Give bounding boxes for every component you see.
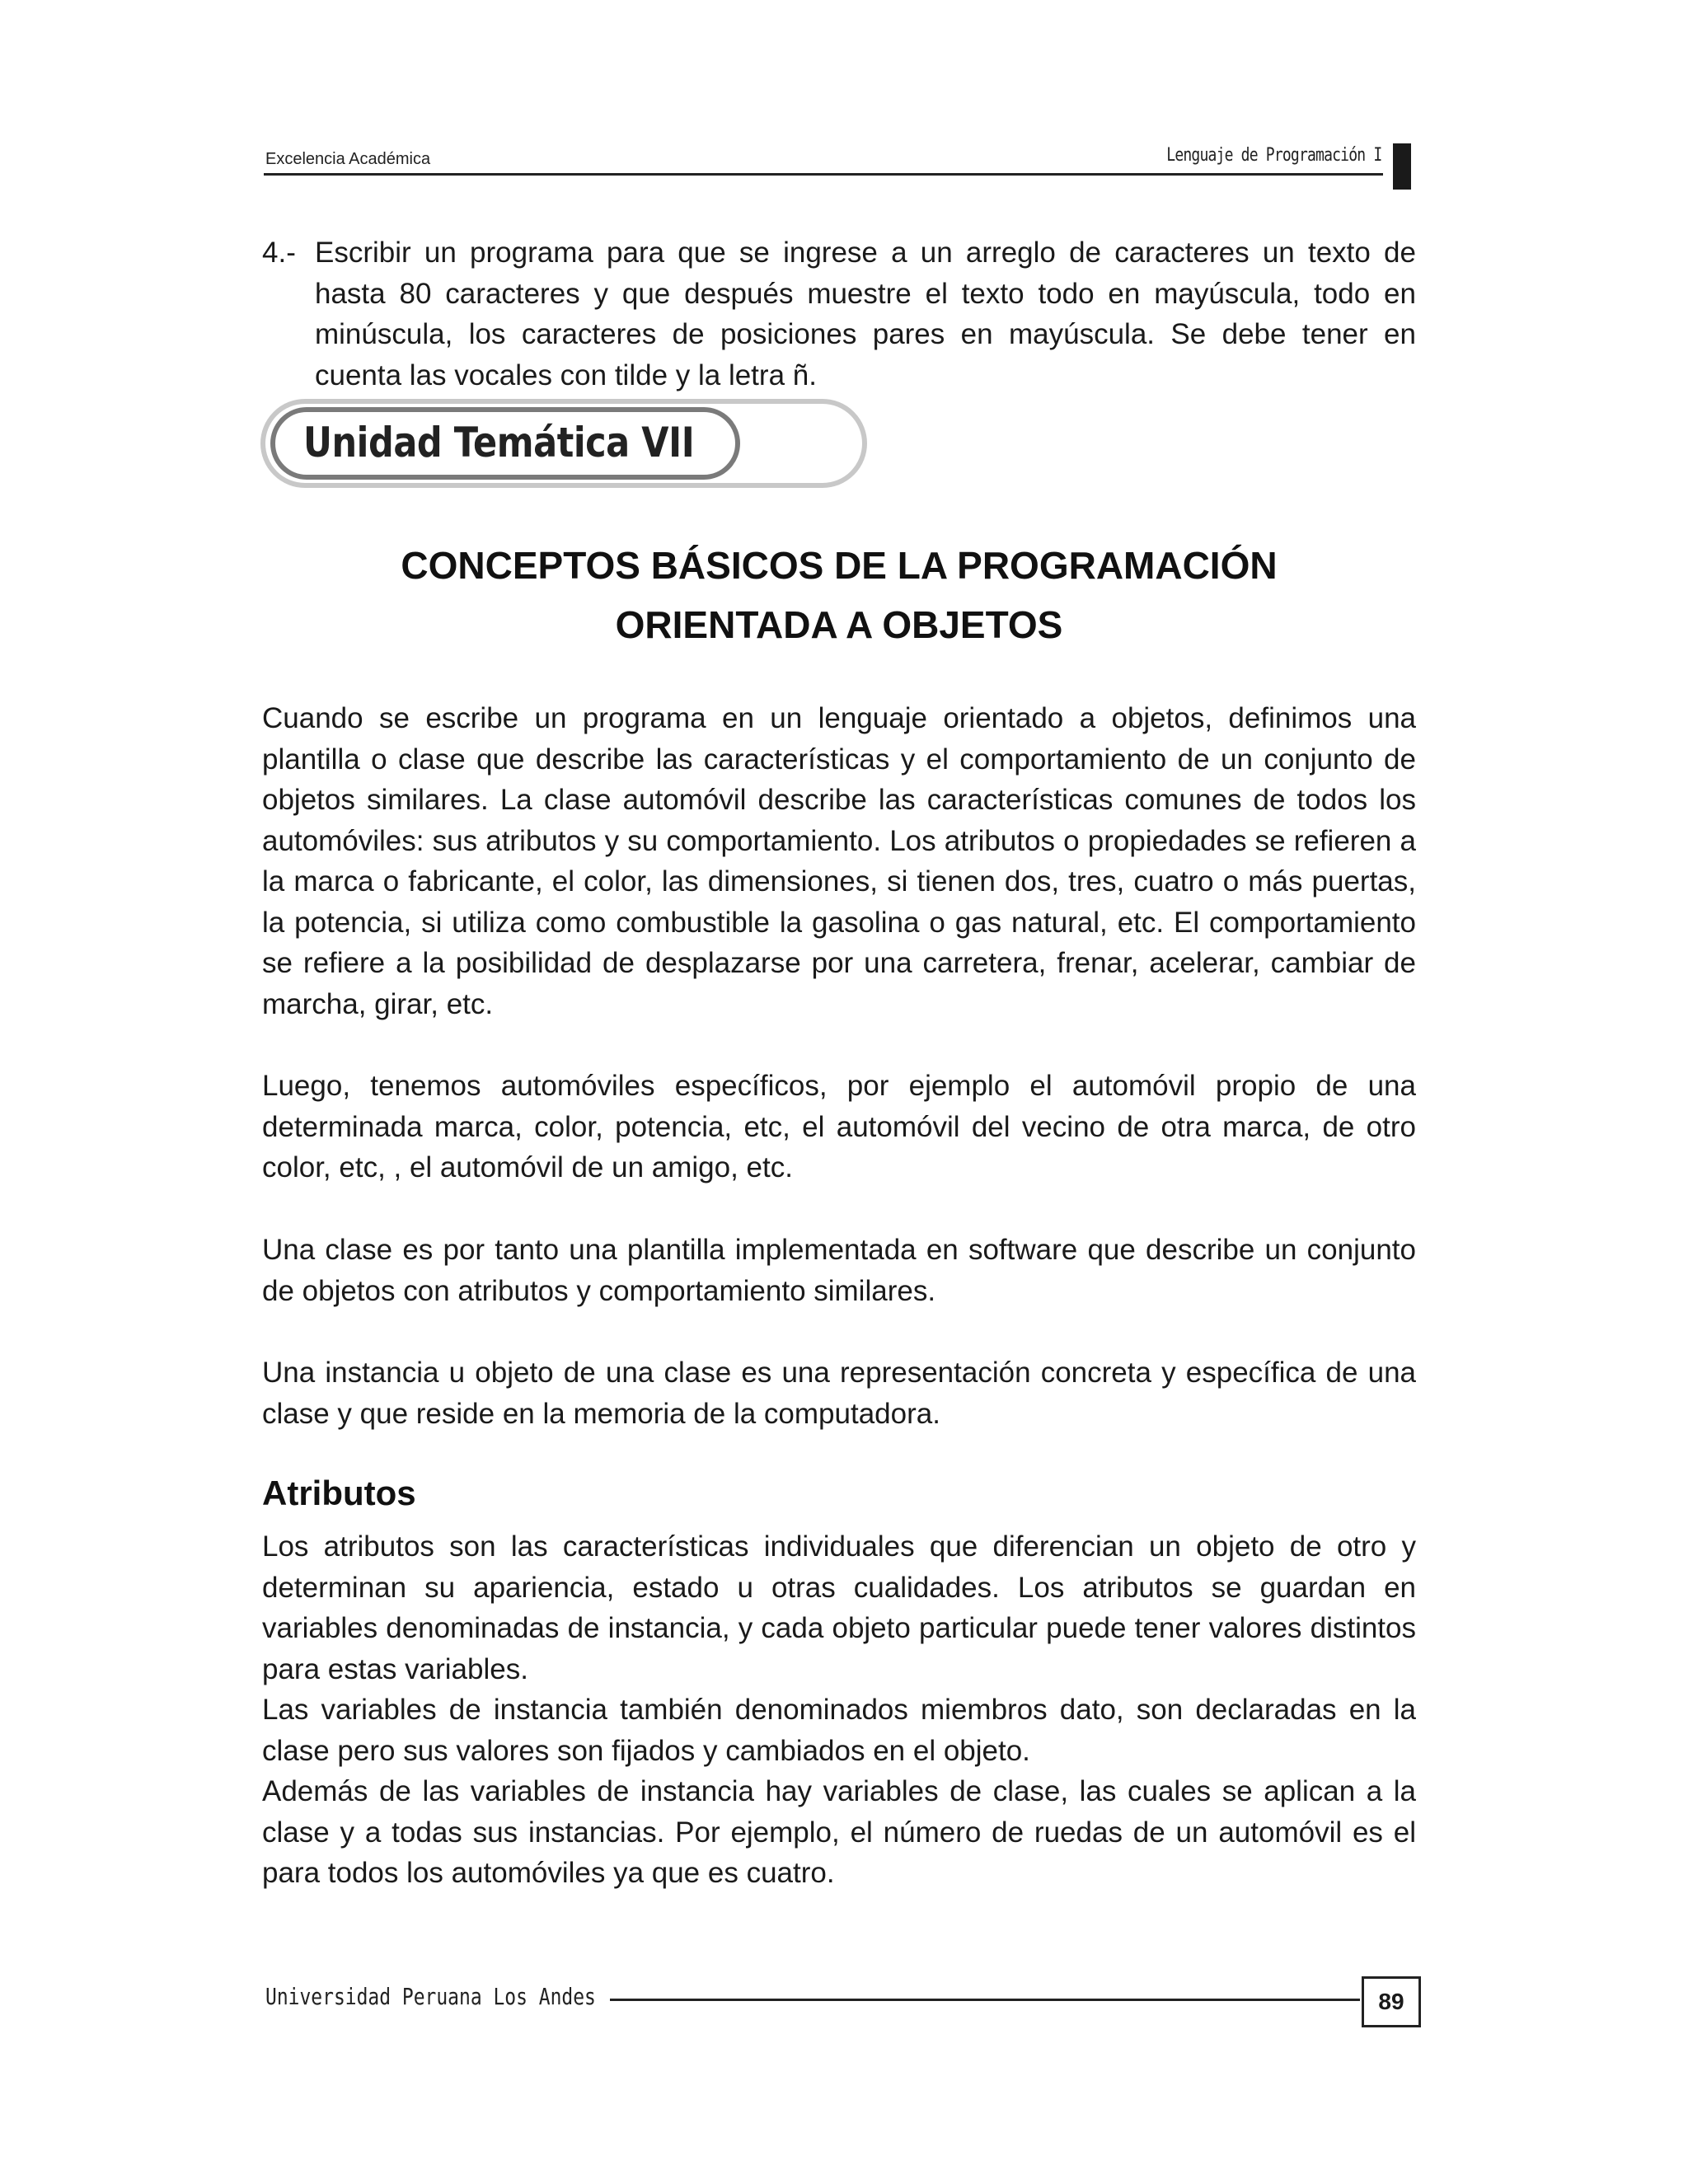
- chapter-title: [262, 536, 1416, 654]
- header-bar-mark: [1393, 143, 1411, 190]
- footer-university-name: Universidad Peruana Los Andes: [265, 1983, 596, 2010]
- exercise-item: [262, 232, 1416, 396]
- unit-title: Unidad Temática VII: [303, 419, 695, 466]
- header-rule: [264, 173, 1383, 176]
- paragraph-attributes-1: Los atributos son las características individuales que diferencian un objeto de otro y determinan su apariencia, estado u otras cualidades. Los atributos se guardan en variables denominadas de instancia, y cada objeto particular puede tener valores distintos para estas variables.: [262, 1530, 1416, 1685]
- paragraph-class-definition: Una clase es por tanto una plantilla implementada en software que describe un conjunto de objetos con atributos y comportamiento similares.: [262, 1234, 1416, 1307]
- paragraph-attributes-2: Las variables de instancia también denominados miembros dato, son declaradas en la clase pero sus valores son fijados y cambiados en el objeto.: [262, 1694, 1416, 1767]
- footer-rule: [610, 1999, 1360, 2001]
- exercise-text: Escribir un programa para que se ingrese a un arreglo de caracteres un texto de hasta 80 caracteres y que después muestre el texto todo en mayúscula, todo en minúscula, los caracteres de posiciones pares en mayúscula. Se debe tener en cuenta las vocales con tilde y la letra ñ.: [315, 237, 1416, 391]
- paragraph-specific-cars: Luego, tenemos automóviles específicos, por ejemplo el automóvil propio de una determinada marca, color, potencia, etc, el automóvil del vecino de otra marca, de otro color, etc, , el automóvil de un amigo, etc.: [262, 1070, 1416, 1183]
- page-number: 89: [1362, 1976, 1421, 2027]
- chapter-title-line-1: CONCEPTOS BÁSICOS DE LA PROGRAMACIÓN: [401, 544, 1278, 587]
- paragraph-instance-definition: Una instancia u objeto de una clase es una representación concreta y específica de una clase y que reside en la memoria de la computadora.: [262, 1357, 1416, 1430]
- paragraph-attributes-3: Además de las variables de instancia hay variables de clase, las cuales se aplican a la clase y a todas sus instancias. Por ejemplo, el número de ruedas de un automóvil es el para todos los automóviles ya que es cuatro.: [262, 1775, 1416, 1889]
- header-right-text: Lenguaje de Programación I: [1165, 145, 1381, 166]
- chapter-title-line-2: ORIENTADA A OBJETOS: [615, 603, 1063, 646]
- header-left-text: Excelencia Académica: [265, 150, 431, 168]
- exercise-number: 4.-: [262, 237, 296, 269]
- paragraph-intro: Cuando se escribe un programa en un lenguaje orientado a objetos, definimos una plantilla o clase que describe las características y el comportamiento de un conjunto de objetos similares. La clase automóvil describe las características comunes de todos los automóviles: sus atributos y su comportamiento. Los atributos o propiedades se refieren a la marca o fabricante, el color, las dimensiones, si tienen dos, tres, cuatro o más puertas, la potencia, si utiliza como combustible la gasolina o gas natural, etc. El comportamiento se refiere a la posibilidad de desplazarse por una carretera, frenar, acelerar, cambiar de marcha, girar, etc.: [262, 702, 1416, 1020]
- section-heading: Atributos: [262, 1474, 416, 1512]
